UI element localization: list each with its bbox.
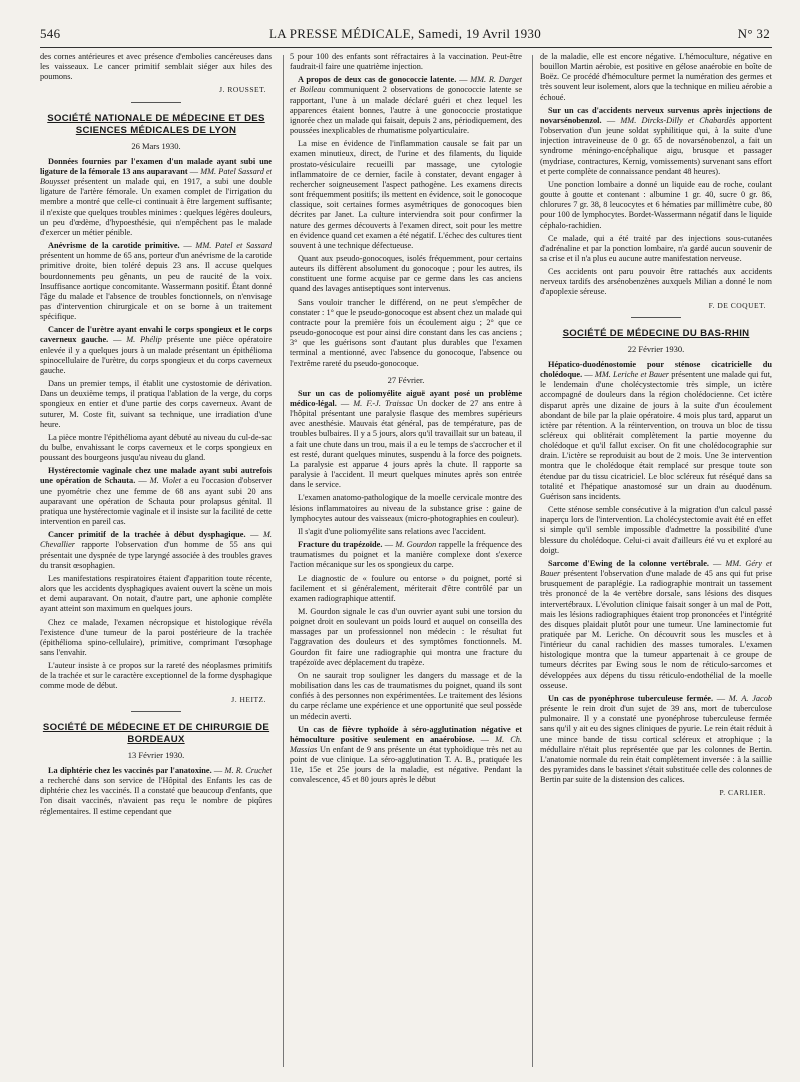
article-text: présentent l'observation d'une malade de 45 ans qui fut prise brusquement de paraplégie. La radiographie montrait un tassement très prononcé de la 4e vertèbre dorsale, sans lésions des disques intervertébraux. L'évolution clinique faisait songer à un mal de Pott, mais les lésions radiographiques étaient trop prononcées et l'intégrité des disques plaidait plutôt pour une tumeur. Une laminectomie fut pratiquée par M. Leriche. On découvrit sous les muscles et à l'intérieur du canal rachidien des masses tumorales. L'examen histologique montra que la tumeur appartenait à ce groupe de tumeurs décrites par Ewing sous le nom de réticulo-sarcomes et développées aux dépens du tissu réticulo-endothélial de la moelle osseuse.	[540, 569, 772, 690]
article-authors: M. F.-J. Traissac	[353, 399, 414, 408]
article: A propos de deux cas de gonococcie latente. — MM. R. Darget et Boileau communiquent 2 observations de gonococcie latente se rapportant, l'une à un malade déclaré guéri et chez lequel les apparences étaient bonnes, l'autre à une gonococcie prostatique ignorée chez un malade qui faisait, depuis 2 ans, périodiquement, des poussées inexplicables de rhumatisme polyarticulaire.	[290, 75, 522, 136]
paragraph: Le diagnostic de « foulure ou entorse » du poignet, porté si facilement et si généralement, mériterait d'être contrôlé par un examen radiographique attentif.	[290, 573, 522, 603]
article-authors: MM. Patel Sassard et Bouysset	[40, 166, 272, 187]
article-text: a recherché dans son service de l'Hôpital des Enfants les cas de diphtérie chez les vaccinés. Il a constaté que beaucoup d'enfants, que l'on disait vaccinés, n'avaient pas reçu le nombre de piqûres réglementaires. Il estime cependant que	[40, 776, 272, 816]
article-authors: MM. Leriche et Bauer	[594, 370, 670, 380]
header-rule	[40, 47, 772, 48]
article-authors: M. Gourdon	[395, 540, 437, 550]
article-authors: MM. Géry et Bauer	[540, 558, 772, 579]
paragraph: Dans un premier temps, il établit une cystostomie de dérivation. Dans un deuxième temps, il pratiqua l'ablation de la verge, du corps spongieux en entier et d'une partie des corps caverneux. Avant de suturer, M. Coste fit, suivant sa technique, une irradiation d'une heure.	[40, 379, 272, 429]
article-authors: M. A. Jacob	[728, 693, 772, 703]
signature: J. HEITZ.	[231, 694, 266, 704]
journal-title: LA PRESSE MÉDICALE, Samedi, 19 Avril 1930	[268, 26, 542, 41]
paragraph: M. Gourdon signale le cas d'un ouvrier ayant subi une torsion du poignet droit en soulevant un poids lourd et auquel on conseilla des massages par un professionnel non médecin : le résultat fut l'aggravation des douleurs et des symptômes fonctionnels. M. Gourdon fit faire une radiographie qui montra une fracture du trapézoïde avec déplacement du trapèze.	[290, 606, 522, 667]
article: Un cas de pyonéphrose tuberculeuse fermée. — M. A. Jacob présente le rein droit d'un sujet de 39 ans, mort de tuberculose pulmonaire. Il y a constaté une pyonéphrose tuberculeuse fermée sans qu'il y ait eu des signes cliniques de pyurie. Le rein était réduit à une mince bande de tissu cortical scléreux et atrophique ; la médullaire n'était plus représentée que par les colonnes de Bertin. L'anatomie normale du rein était complètement inversée : à la saillie des pyramides dans le bassinet s'était substituée celle des colonnes de Bertin par suite de la distension des calices.	[540, 693, 772, 785]
article: Sarcome d'Ewing de la colonne vertébrale. — MM. Géry et Bauer présentent l'observation d'une malade de 45 ans qui fut prise brusquement de paraplégie. La radiographie montrait un tassement très prononcé de la 4e vertèbre dorsale, sans lésions des disques intervertébraux. L'évolution clinique faisait songer à un mal de Pott, mais les lésions radiographiques étaient trop prononcées et l'intégrité des disques plaidait plutôt pour une tumeur. Une laminectomie fut pratiquée par M. Leriche. On découvrit sous les muscles et à l'intérieur du canal rachidien des masses tumorales. L'examen histologique montra que la tumeur appartenait à ce groupe de tumeurs décrites par Ewing sous le nom de réticulo-sarcomes et développées aux dépens du tissu réticulo-endothélial de la moelle osseuse.	[540, 558, 772, 690]
paragraph: Une ponction lombaire a donné un liquide eau de roche, coulant goutte à goutte et contenant : albumine 1 gr. 40, sucre 0 gr. 86, chlorures 7 gr. 38, 8 leucocytes et 6 hématies par millimètre cube, 80 pour 100 de lymphocytes. Bordet-Wassermann négatif dans le liquide céphalo-rachidien.	[540, 179, 772, 230]
session-date: 22 Février 1930.	[627, 343, 685, 354]
session-date: 13 Février 1930.	[127, 749, 185, 760]
article: Sur un cas d'accidents nerveux survenus après injections de novarsénobenzol. — MM. Dircks-Dilly et Chabardès apportent l'observation d'un jeune soldat syphilitique qui, à la suite d'une injection intraveineuse de 0 gr. 65 de novarsénobenzol, a fait un syndrome méningo-encéphalique aigu, brusque et passager (mydriase, contractures, Kernig, vomissements) survenant sans effort et perte complète de connaissance pendant 48 heures).	[540, 105, 772, 176]
article-authors: M. R. Cruchet	[224, 765, 272, 775]
paragraph: de la maladie, elle est encore négative. L'hémoculture, négative en bouillon Martin aérobie, est positive en gélose anaérobie en boîte de Boëz. Ce procédé d'hémoculture permet la numération des germes et très souvent leur isolement, alors que la technique en milieu aérobie a échoué.	[540, 52, 772, 102]
section-divider	[131, 102, 181, 103]
article: Fracture du trapézoïde. — M. Gourdon rappelle la fréquence des traumatismes du poignet et la manière complexe dont s'exerce l'action mécanique sur les os spongieux du carpe.	[290, 540, 522, 570]
article-text: présente le rein droit d'un sujet de 39 ans, mort de tuberculose pulmonaire. Il y a constaté une pyonéphrose tuberculeuse fermée sans qu'il y ait eu des signes cliniques de pyurie. Le rein était réduit à une mince bande de tissu cortical scléreux et atrophique ; la médullaire n'était plus représentée que par les colonnes de Bertin. L'anatomie normale du rein était complètement inversée : à la saillie des pyramides dans le bassinet s'était substituée celle des colonnes de Bertin par suite de la distension des calices.	[540, 704, 772, 785]
signature: F. DE COQUET.	[708, 300, 766, 310]
page-header	[40, 26, 770, 44]
section-divider	[131, 711, 181, 712]
article-text: rappelle la fréquence des traumatismes du poignet et la manière complexe dont s'exerce l'action mécanique sur les os spongieux du carpe.	[290, 540, 522, 570]
article-title: Sarcome d'Ewing de la colonne vertébrale.	[548, 558, 709, 568]
article-authors: M. Chevallier	[40, 530, 272, 550]
paragraph: Ces accidents ont paru pouvoir être rattachés aux accidents nerveux tardifs des arsénobenzènes auxquels Milian a donné le nom d'apoplexie séreuse.	[540, 267, 772, 297]
column-divider	[283, 55, 284, 1067]
column-right	[540, 52, 772, 1072]
column-middle	[290, 52, 522, 1072]
paragraph: Sans vouloir trancher le différend, on ne peut s'empêcher de constater : 1° que le pseudo-gonocoque est absent chez un malade qui contracte pour la première fois un écoulement aigu ; 2° que ce pseudo-gonocoque est pour ainsi dire constant dans les cas anciens ; 3° que les guérisons sont d'autant plus durables que l'examen terminal a mentionné, avec l'absence du gonocoque, l'absence ou l'extrême rareté du pseudo-gonocoque.	[290, 297, 522, 368]
article-authors: M. Phélip	[126, 335, 162, 345]
column-divider	[532, 55, 533, 1067]
article-title: Anévrisme de la carotide primitive.	[48, 241, 180, 251]
paragraph: 5 pour 100 des enfants sont réfractaires à la vaccination. Peut-être faudrait-il faire une quatrième injection.	[290, 52, 522, 72]
paragraph: L'auteur insiste à ce propos sur la rareté des néoplasmes primitifs de la trachée et sur le caractère exceptionnel de la forme dysphagique comme mode de début.	[40, 661, 272, 691]
article-text: rapporte l'observation d'un homme de 55 ans qui présentait une dyspnée de type laryngé associée à des troubles graves du transit œsophagien.	[40, 540, 272, 570]
paragraph: Quant aux pseudo-gonocoques, isolés fréquemment, pour certains auteurs ils diffèrent absolument du gonocoque ; pour les autres, ils constituent une forme acquise par ce germe dans les cas anciens quand des lavages antiseptiques sont intervenus.	[290, 253, 522, 294]
article: Sur un cas de poliomyélite aiguë ayant posé un problème médico-légal. — M. F.-J. Traissac Un docker de 27 ans entre à l'hôpital présentant une paralysie flasque des membres supérieurs avec anesthésie. Mauvais état général, pas de température, pas de troubles bulbaires. Il y a 5 jours, alors qu'il travaillait sur un bateau, il a fait une chute dans un trou, mais il a eu le temps de s'accrocher et il est resté, durant quelques minutes, suspendu à la force des poignets. La paralysie est apparue 4 jours après la chute. Il rapporte sa paralysie à l'accident. Il meurt quelques minutes après son entrée dans le service.	[290, 388, 522, 490]
signature: P. CARLIER.	[719, 788, 766, 798]
article-title: Un cas de fièvre typhoïde à séro-agglutination négative et hémoculture positive seulement en anaérobiose.	[290, 724, 522, 744]
article-authors: M. Violet	[149, 476, 182, 486]
article: Anévrisme de la carotide primitive. — MM. Patel et Sassard présentent un homme de 65 ans, porteur d'un anévrisme de la carotide primitive droite, bien toléré depuis 23 ans. Il accuse quelques bourdonnements peu gênants, un peu de raucité de la voix. Insuffisance aortique concomitante. Wassermann positif. Étant donné l'âge du malade et l'absence de troubles fonctionnels, on n'envisage pas d'intervention chirurgicale et on se borne à un traitement spécifique.	[40, 241, 272, 322]
article-authors: MM. R. Darget et Boileau	[290, 75, 522, 95]
article-text: Un enfant de 9 ans présente un état typhoïdique très net au point de vue clinique. La séro-agglutination T. A. B., pratiquée les 11e, 15e et 25e jours de la maladie, est négative. Pendant la convalescence, 45 et 80 jours après le début	[290, 745, 522, 785]
paragraph: Chez ce malade, l'examen nécropsique et histologique révéla l'existence d'une tumeur de la paroi postérieure de la trachée (épithélioma spino-cellulaire), primitive, comprimant l'œsophage sans l'envahir.	[40, 617, 272, 657]
article-authors: MM. Patel et Sassard	[195, 241, 272, 251]
article-text: Un docker de 27 ans entre à l'hôpital présentant une paralysie flasque des membres supérieurs avec anesthésie. Mauvais état général, pas de température, pas de troubles bulbaires. Il y a 5 jours, alors qu'il travaillait sur un bateau, il a fait une chute dans un trou, mais il a eu le temps de s'accrocher et il est resté, durant quelques minutes, suspendu à la force des poignets. La paralysie est apparue 4 jours après la chute. Il rapporte sa paralysie à l'accident. Il meurt quelques minutes après son entrée dans le service.	[290, 399, 522, 490]
paragraph: Il s'agit d'une poliomyélite sans relations avec l'accident.	[298, 526, 486, 536]
article-title: Cancer primitif de la trachée à début dysphagique.	[48, 530, 246, 540]
society-heading: SOCIÉTÉ NATIONALE DE MÉDECINE ET DES SCIENCES MÉDICALES DE LYON	[47, 112, 265, 136]
society-heading: SOCIÉTÉ DE MÉDECINE ET DE CHIRURGIE DE BORDEAUX	[42, 721, 270, 745]
session-date: 26 Mars 1930.	[131, 140, 181, 151]
article: La diphtérie chez les vaccinés par l'anatoxine. — M. R. Cruchet a recherché dans son service de l'Hôpital des Enfants les cas de diphtérie chez les vaccinés. Il a constaté que beaucoup d'enfants, que l'on disait vaccinés, n'avaient pas reçu le nombre de piqûres réglementaires. Il estime cependant que	[40, 765, 272, 816]
signature: J. ROUSSET.	[219, 85, 266, 95]
article-text: a eu l'occasion d'observer une pyométrie chez une femme de 68 ans ayant subi 20 ans auparavant une opération de Schauta pour prolapsus génital. Il pratiqua une hystérectomie vaginale et il insiste sur la facilité de cette intervention en pareil cas.	[40, 476, 272, 527]
section-divider	[631, 317, 681, 318]
paragraph: La mise en évidence de l'inflammation causale se fait par un examen minutieux, direct, de l'urine et des filaments, du liquide prostato-vésiculaire recueilli par massage, une cytologie inflammatoire de ce dernier, facile à constater, devant engager à rechercher soigneusement l'aspect pathogène. Les examens directs sont fréquemment positifs; ils mettent en évidence, soit le gonocoque classique, soit certaines formes asymétriques de gonocoques bien décrites par Janet. La culture interviendra soit pour confirmer la nature des germes découverts à l'examen direct, soit pour les mettre en évidence quand cet examen a été négatif. L'échec des cultures tient souvent à une technique défectueuse.	[290, 139, 522, 250]
article-title: Hystérectomie vaginale chez une malade ayant subi autrefois une opération de Schauta.	[40, 466, 272, 486]
paragraph: On ne saurait trop souligner les dangers du massage et de la mobilisation dans les cas de traumatismes du poignet, quand ils sont confiés à des personnes non expérimentées. Le traitement des lésions du carpe réclame une expérience et une opportunité que seul possède un médecin averti.	[290, 670, 522, 721]
article: Cancer de l'urètre ayant envahi le corps spongieux et le corps caverneux gauche. — M. Phélip présente une pièce opératoire enlevée il y a quelques jours à un malade présentant un épithélioma spinocellulaire de l'urètre, du corps spongieux et du corps caverneux gauche.	[40, 325, 272, 375]
page-number: 546	[40, 26, 61, 41]
article-title: Fracture du trapézoïde.	[298, 540, 383, 550]
article-text: apportent l'observation d'un jeune soldat syphilitique qui, à la suite d'une injection intraveineuse de 0 gr. 65 de novarsénobenzol, a fait un syndrome méningo-encéphalique aigu, brusque et passager (mydriase, contractures, Kernig, vomissements) survenant sans effort et perte complète de connaissance pendant 48 heures).	[540, 115, 772, 176]
paragraph: Les manifestations respiratoires étaient d'apparition toute récente, alors que les accidents dysphagiques avaient ouvert la scène un mois et demi auparavant. On notait, d'autre part, une aphonie complète ayant atteint son maximum en quelques jours.	[40, 573, 272, 614]
paragraph: La pièce montre l'épithélioma ayant débuté au niveau du cul-de-sac du bulbe, envahissant le corps caverneux et le corps spongieux en poussant des bourgeons jusqu'au niveau du gland.	[40, 432, 272, 463]
article-title: Données fournies par l'examen d'un malade ayant subi une ligature de la fémorale 13 ans auparavant	[40, 156, 272, 176]
article-title: Un cas de pyonéphrose tuberculeuse fermée.	[548, 693, 714, 703]
paragraph: L'examen anatomo-pathologique de la moelle cervicale montre des lésions inflammatoires au niveau de la substance grise : gaine de lymphocytes autour des vaisseaux (micro-photographies en couleur).	[290, 493, 522, 523]
paragraph: des cornes antérieures et avec présence d'embolies cancéreuses dans les vaisseaux. Le cancer primitif semblait siéger aux hiles des poumons.	[40, 52, 272, 82]
article-title: Cancer de l'urètre ayant envahi le corps spongieux et le corps caverneux gauche.	[40, 325, 272, 345]
article-title: Sur un cas d'accidents nerveux survenus après injections de novarsénobenzol.	[540, 105, 772, 125]
session-date: 27 Février.	[387, 374, 425, 385]
article-title: Sur un cas de poliomyélite aiguë ayant posé un problème médico-légal.	[290, 388, 522, 408]
article-title: A propos de deux cas de gonococcie latente.	[298, 75, 457, 85]
column-left	[40, 52, 272, 1072]
article-text: présentent une malade qui fut, le lendemain d'une cholécystectomie très simple, un ictère accompagné de douleurs dans la région cholédocienne. Cet ictère disparut après une dizaine de jours à la suite d'un écoulement abondant de bile par la plaie opératoire. 4 mois plus tard, apparut un ictère par rétention. A la réintervention, on trouva un bloc de tissu scléreux qui oblitérait complètement la partie moyenne du cholédoque et qu'il fallut exciser. On fit une cholédocographie sur drain. L'ictère se reproduisit au bout de 2 mois. Une 3e intervention montra que le cholédoque était remplacé sur presque toute son étendue par du tissu cicatriciel. Le bloc scléreux fut réséqué dans sa totalité et l'hépatique anastomosé sur un drain au duodénum. Guérison sans incidents.	[540, 370, 772, 501]
article-title: La diphtérie chez les vaccinés par l'anatoxine.	[48, 765, 212, 775]
article: Données fournies par l'examen d'un malade ayant subi une ligature de la fémorale 13 ans auparavant — MM. Patel Sassard et Bouysset présentent un malade qui, en 1917, a subi une double ligature de l'artère fémorale. Un examen complet de l'irrigation du membre a montré que celle-ci continuait à être largement suffisante; il n'existe que quelques troubles minimes : quelques légères douleurs, un peu d'œdème, d'hypoesthésie, qui n'empêchent pas le malade d'exercer un métier pénible.	[40, 156, 272, 237]
article: Un cas de fièvre typhoïde à séro-agglutination négative et hémoculture positive seulement en anaérobiose. — M. Ch. Massias Un enfant de 9 ans présente un état typhoïdique très net au point de vue clinique. La séro-agglutination T. A. B., pratiquée les 11e, 15e et 25e jours de la maladie, est négative. Pendant la convalescence, 45 et 80 jours après le début	[290, 724, 522, 785]
article: Hépatico-duodénostomie pour sténose cicatricielle du cholédoque. — MM. Leriche et Bauer présentent une malade qui fut, le lendemain d'une cholécystectomie très simple, un ictère accompagné de douleurs dans la région cholédocienne. Cet ictère disparut après une dizaine de jours à la suite d'un écoulement abondant de bile par la plaie opératoire. 4 mois plus tard, apparut un ictère par rétention. A la réintervention, on trouva un bloc de tissu scléreux qui oblitérait complètement la partie moyenne du cholédoque et qu'il fallut exciser. On fit une cholédocographie sur drain. L'ictère se reproduisit au bout de 2 mois. Une 3e intervention montra que le cholédoque était remplacé sur presque toute son étendue par du tissu cicatriciel. Le bloc scléreux fut réséqué dans sa totalité et l'hépatique anastomosé sur un drain au duodénum. Guérison sans incidents.	[540, 359, 772, 501]
article-authors: M. Ch. Massias	[290, 734, 522, 754]
article-title: Hépatico-duodénostomie pour sténose cicatricielle du cholédoque.	[540, 359, 772, 380]
paragraph: Cette sténose semble consécutive à la migration d'un calcul passé inaperçu lors de l'intervention. La cholécystectomie avait été en effet si simple qu'il semble impossible d'admettre la possibilité d'une blessure du cholédoque. Celui-ci avait d'ailleurs été vu et exploré au doigt.	[540, 505, 772, 555]
issue-number: N° 32	[737, 26, 770, 41]
article-text: présentent un malade qui, en 1917, a subi une double ligature de l'artère fémorale. Un examen complet de l'irrigation du membre a montré que celle-ci continuait à être largement suffisante; il n'existe que quelques troubles minimes : quelques légères douleurs, un peu d'œdème, d'hypoesthésie, qui n'empêchent pas le malade d'exercer un métier pénible.	[40, 177, 272, 237]
article-authors: MM. Dircks-Dilly et Chabardès	[620, 115, 736, 125]
society-heading: SOCIÉTÉ DE MÉDECINE DU BAS-RHIN	[562, 327, 750, 339]
article: Hystérectomie vaginale chez une malade ayant subi autrefois une opération de Schauta. — M. Violet a eu l'occasion d'observer une pyométrie chez une femme de 68 ans ayant subi 20 ans auparavant une opération de Schauta pour prolapsus génital. Il pratiqua une hystérectomie vaginale et il insiste sur la facilité de cette intervention en pareil cas.	[40, 466, 272, 527]
paragraph: Ce malade, qui a été traité par des injections sous-cutanées d'adrénaline et par la ponction lombaire, n'a gardé aucun souvenir de sa crise et il n'a plus eu aucune autre manifestation nerveuse.	[540, 233, 772, 263]
article-text: présentent un homme de 65 ans, porteur d'un anévrisme de la carotide primitive droite, bien toléré depuis 23 ans. Il accuse quelques bourdonnements peu gênants, un peu de raucité de la voix. Insuffisance aortique concomitante. Wassermann positif. Étant donné l'âge du malade et l'absence de troubles fonctionnels, on n'envisage pas d'intervention chirurgicale et on se borne à un traitement spécifique.	[40, 251, 272, 322]
article-text: présente une pièce opératoire enlevée il y a quelques jours à un malade présentant un épithélioma spinocellulaire de l'urètre, du corps spongieux et du corps caverneux gauche.	[40, 335, 272, 375]
article: Cancer primitif de la trachée à début dysphagique. — M. Chevallier rapporte l'observation d'un homme de 55 ans qui présentait une dyspnée de type laryngé associée à des troubles graves du transit œsophagien.	[40, 530, 272, 570]
article-text: communiquent 2 observations de gonococcie latente se rapportant, l'une à un malade déclaré guéri et chez lequel les apparences étaient bonnes, l'autre à une gonococcie prostatique ignorée chez un malade qui faisait, depuis 2 ans, périodiquement, des poussées inexplicables de rhumatisme polyarticulaire.	[290, 85, 522, 136]
